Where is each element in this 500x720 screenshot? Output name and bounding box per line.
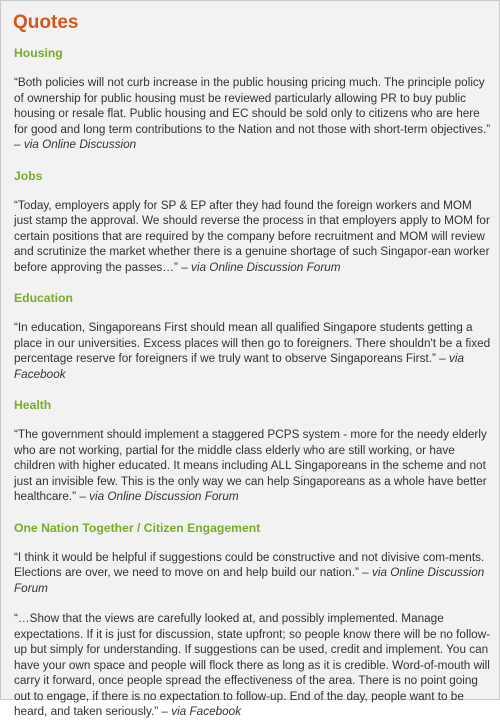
section-heading-health: Health (14, 398, 52, 412)
section-heading-housing: Housing (14, 46, 63, 60)
quote-source: via Online Discussion (23, 138, 137, 151)
quotes-content (14, 45, 492, 720)
quote-jobs (14, 198, 492, 276)
quote-citizen-engagement-2 (14, 611, 492, 720)
quote-text: “Both policies will not curb increase in the public housing pricing much. The principle policy of ownership for public housing must be reviewed particularly allowing PR to buy public housing or resale flat. Public housing and EC should be sold only to citizens who are here for good and long term contributions to the Nation and not those with short-term objectives.” – (14, 76, 491, 151)
quote-text: “I think it would be helpful if suggestions could be constructive and not divisive com-ments. Elections are over, we need to move on and help build our nation.” – (14, 550, 485, 579)
quote-source: via Online Discussion Forum (191, 260, 341, 274)
section-heading-jobs: Jobs (14, 168, 43, 183)
quote-health (14, 427, 492, 505)
quote-text: “…Show that the views are carefully looked at, and possibly implemented. Manage expectations. If it is just for discussion, state upfront; so people know there will be no follow-up but simply for understanding. If suggestions can be used, credit and implement. You can have your own space and people will flock there as long as it is credible. Word-of-mouth will carry it forward, once people spread the effectiveness of the area. There is no point going out to engage, if there is no expectation to follow-up. End of the day, people want to be heard, and taken seriously.” – (14, 612, 491, 718)
quote-citizen-engagement-1 (14, 550, 492, 597)
page-title: Quotes (13, 12, 79, 33)
quote-source: via Online Discussion Forum (14, 566, 485, 595)
quote-text: “In education, Singaporeans First should mean all qualified Singapore students getting a place in our universities. Excess places will then go to foreigners. There shouldn't be a fixed percentage reserve for foreigners if we truly want to observe Singaporeans First.” – (14, 321, 491, 365)
section-heading-education: Education (14, 291, 73, 305)
quote-housing (14, 75, 492, 153)
quote-text: “Today, employers apply for SP & EP after they had found the foreign workers and MOM just stamp the approval. We should reverse the process in that employers apply to MOM for certain positions that are required by the company before recruitment and MOM will review and scrutinize the market whether there is a genuine shortage of such Singapor-ean worker before approving the passes…” – (14, 198, 490, 274)
quote-text: “The government should implement a staggered PCPS system - more for the needy elderly who are not working, partial for the middle class elderly who are still working, or have children with higher educated. It means including ALL Singaporeans in the scheme and not just an invisible few. This is the only way we can help Singaporeans as a whole have better healthcare.” – (14, 428, 487, 503)
quote-source: via Facebook (14, 352, 464, 381)
quote-source: via Online Discussion Forum (89, 490, 239, 503)
quote-education (14, 320, 492, 382)
quote-source: via Facebook (171, 705, 242, 718)
section-heading-citizen-engagement: One Nation Together / Citizen Engagement (14, 520, 261, 535)
